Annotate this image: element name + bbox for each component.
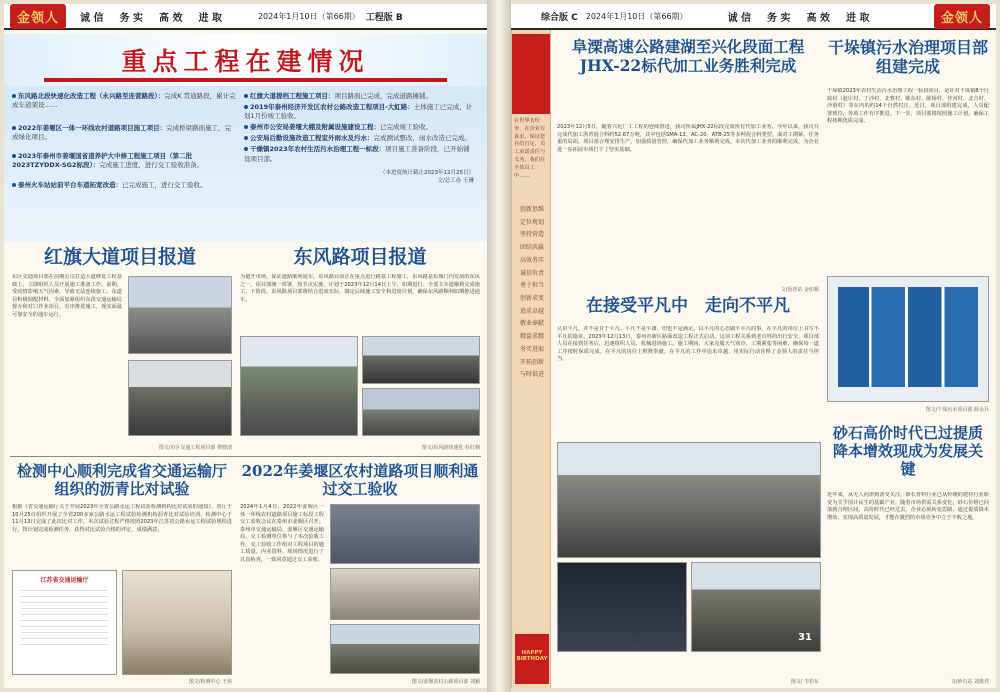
bullet-item: 2019年泰州经济开发区农村公路改造工程项目-大虹路：土体施工已完成，计划1月份竣工验收。: [244, 103, 473, 121]
article-pingfan: 认识平凡，并不是甘于平凡。平凡不是平庸，但也不是满足，以平凡的心态做不平凡的事，在平凡的岗位上书写不平凡的篇章。2023年12月13日，泰州市新区路面改造工程正式启动，这项工程关系到老百姓的出行安全。项目部人员在接到任务后，迅速组织人员、机械进场施工。施工期间，大家克服天气寒冷、工期紧张等困难，确保每一道工序按时保质完成。在平凡的岗位上默默奉献，在平凡的工作中追求卓越，用实际行动诠释了金领人的责任与担当。: [557, 326, 819, 363]
headline-ganduo: 干垛镇污水治理项目部组建完成: [827, 38, 988, 77]
bullet-item: 东风路北段快速化改造工程（永兴路至连营路段）：完成K 贯通路段，累计完成车道架设……: [12, 92, 236, 110]
side-slogan: 追求卓越: [519, 307, 544, 315]
article-hongqi: 东区交通项目部在前期公司打造大道修复工程基础上，立即组织人员开展施工准备工作。前期，受疫情影响天气因素，导致无法连续施工。东道目积极调配材料，全面加紧组织东段交通运输局督办和对口作业项目，有序推进施工，现实面最可靠安全的通车运行。: [12, 274, 122, 318]
motto-item: 诚 信: [727, 12, 752, 24]
side-slogan: 勇于担当: [519, 282, 544, 290]
motto-item: 务 实: [767, 12, 791, 24]
side-slogan: 坚持营造: [519, 231, 544, 239]
caption-jiangyan: 图文/姜堰农村公路项目部 刘颖: [411, 679, 480, 685]
side-slogan: 务实进取: [519, 345, 544, 353]
motto: [80, 9, 222, 24]
bullet-item: 泰州市公安局姜堰大棚及附属设施建设工程：已完成竣工验收。: [244, 123, 474, 132]
photo-ganduo-board: [827, 276, 989, 402]
certificate-body: [21, 590, 108, 650]
left-page: [4, 4, 487, 688]
photo-dongfeng-1: [240, 336, 358, 436]
article-jiance: 根据《省交通运输厅关于开展2023年全省公路水运工程试验检测机构比对试验的通知》，省厅于10月25日组织开展了全省200多家公路水运工程试验检测机构沥青比对试验培训。检测中心于11月13日完成了此次比对工作。本次试验过程严格按照2023年江苏省公路水运工程试验规程进行，按计划完成检测任务，获得对比试验合格的评定，成绩满意。: [12, 504, 232, 533]
right-masthead: [511, 4, 996, 30]
side-header-block: [512, 34, 550, 114]
side-slogan: 开拓创新: [519, 358, 544, 366]
headline-hongqi: 红旗大道项目报道: [43, 246, 196, 268]
article-jiangyan: 2024年1月4日，2022年姜堰区一体一环线农村道路项目施工标段工程交工验收会议在泰州市姜堰区召开。泰州市交通运输局、姜堰区交通运输局、交工检测单位参与了本次验收工作。交工验收工作组对工程项目的施工质量、内业资料、现场情况进行了认真检查，一致同意通过交工验收。: [240, 504, 324, 563]
motto-item: 进 取: [846, 12, 870, 24]
motto-item: 高 效: [158, 12, 183, 24]
headline-dongfeng: 东风路项目报道: [293, 246, 427, 268]
side-slogan: 定位规划: [519, 218, 544, 226]
caption-jiance: 图文/检测中心 王伟: [188, 679, 232, 685]
banner-title: 重点工程在建情况: [121, 47, 370, 76]
headline-jiangyan: 2022年姜堰区农村道路项目顺利通过交工验收: [241, 462, 479, 498]
photo-date-badge: 31: [798, 632, 812, 643]
bullet-item: 公安局后勤设施改造工程室外雨水及污水：完成测试整改，雨水改造已完成。: [244, 134, 474, 143]
caption-hongqi: 图文/市区交通工程项目部 费晓清: [158, 445, 232, 451]
headline-jiance: 检测中心顺利完成省交通运输厅组织的沥青比对试验: [16, 462, 227, 498]
article-ganduo: 干垛镇2023年农村生活污水治理工程一标段项目，是针对干垛镇8个行政村（赵庄村、丁沙村、北曹村、陈东村、陈杨村、佳河村、北吉村、沙港村）等在内的约14个自然村庄。近日，项目部组建完成，人员配置到位，各项工作有序推进。下一步，项目部将按照施工计划，确保工程按期优质完成。: [827, 88, 989, 125]
logo: 金领人: [934, 4, 990, 29]
caption-pingfan: 图文/ 李若东: [790, 679, 819, 685]
left-masthead: [4, 4, 487, 30]
bullet-item: 干燥镇2023年农村生活污水治理工程一标段：项目施工准备阶段，已开始铺设项目部。: [244, 145, 470, 163]
bullet-item: 红旗大道提档工程施工项目：项目路面已完成，完成道路摊铺。: [244, 92, 474, 101]
issue-date: 2024年1月10日（第66期）: [257, 11, 360, 21]
banner-source: 文/总工办 王琳: [437, 177, 474, 184]
photo-night-work: [557, 562, 687, 652]
photo-dongfeng-2: [362, 336, 480, 384]
bullets-right: [244, 92, 474, 184]
source-fulu: 文/沥青站 金如顺: [780, 287, 819, 293]
photo-jiance-lab: [122, 570, 232, 675]
photo-hongqi-2: [128, 360, 232, 436]
side-slogan: 创新思维: [519, 206, 544, 213]
photo-jiangyan-2: [330, 568, 480, 620]
photo-hongqi-1: [128, 276, 232, 354]
motto-item: 进 取: [198, 12, 222, 24]
side-slogan: 敬业奉献: [519, 320, 544, 328]
source-shashi: 文/砂石站 刘惠君: [950, 679, 989, 685]
article-pingfan-end: [557, 656, 819, 678]
logo: 金领人: [10, 4, 66, 29]
side-slogan: 诚信负责: [519, 269, 544, 277]
side-slogan: 团结共赢: [519, 244, 544, 252]
motto-item: 高 效: [806, 12, 831, 24]
photo-jiangyan-1: [330, 504, 480, 564]
article-fulu: 2023年12月5日，随着兴化厂工工程的连续推进，我司所属JHX-22标段完成所有代加工业务，今年以来，我司共完成代加工沥青混合料约52.67万吨，其中包括SMA-13、AC-20、ATB-25等多种混合料类型。面对工期紧、任务重的局面，项目部合理安排生产，加强质量管控，确保代加工业务顺利完成。本次代加工业务的顺利完成，为企业进一步拓展市场打下了坚实基础。: [557, 124, 819, 153]
bullet-item: 2023年泰州市姜堰国省道养护大中修工程施工项目（第二批 2023TZYDDX-SG2标段）：完成施工进度，进行交工验收准备。: [12, 152, 204, 170]
bullets-left: [12, 92, 237, 192]
caption-ganduo: 图文/干垛污水项目部 薛永兵: [925, 407, 989, 413]
headline-pingfan: 在接受平凡中 走向不平凡: [586, 296, 790, 316]
center-fold: [487, 0, 511, 692]
right-page: [511, 4, 996, 688]
edition-label: 综合版 C: [541, 12, 578, 23]
progress-banner: [4, 34, 487, 242]
banner-header: [4, 34, 487, 86]
happy-birthday-card: HAPPY BIRTHDAY: [515, 634, 549, 684]
headline-shashi: 砂石高价时代已过提质降本增效现成为发展关键: [832, 424, 983, 478]
issue-date: 2024年1月10日（第66期）: [585, 11, 688, 21]
article-shashi: 近年来，从无人问津到备受关注，砂石骨料行业已从传统的建材行业转变为关乎国计民生的基础产业。随着市场供需关系变化，砂石价格已回落到合理区间。高价时代已经过去，企业必须转变思路，通过提质降本增效，实现高质量发展，才能在激烈的市场竞争中立于不败之地。: [827, 492, 989, 521]
certificate-title: 江苏省交通运输厅: [40, 577, 89, 584]
edition-label: 工程版 B: [365, 12, 403, 23]
side-slogan: 精益求精: [519, 333, 544, 341]
side-slogan: 创新求变: [519, 295, 544, 303]
ganduo-board-panels: [838, 287, 978, 387]
side-column: [511, 30, 551, 688]
side-slogan: 与时俱进: [519, 371, 544, 379]
side-intro: 在世界有纷争，在企业有诉求，保证您自给自足，员工承诺责任与义务，我们在全体员工中……: [514, 118, 546, 179]
photo-roller: [691, 562, 821, 652]
bullet-item: 2022年姜堰区一体一环线农村道路项目施工项目：完成桥梁路面施工，完成绿化项目。: [12, 124, 232, 142]
caption-dongfeng: 图文/东风路快速化 杜红枫: [421, 445, 480, 451]
photo-road-paving: [557, 442, 821, 558]
article-dongfeng: 为避开市场，保证道路顺利通车，东风路目前正在重点进行路基工程施工，东风路是东城门内发展的东风之一。项目部统一部署，按节点实施，计划于2023年12月14日上午，如期进行。全部主车道顺利完成施工。下阶段，东风路项目部将结合进度实际，制定后续施工安全和进度计划，确保东风路顺利如期推进通车。: [240, 274, 480, 303]
headline-fulu: 阜溧高速公路建湖至兴化段面工程JHX-22标代加工业务胜利完成: [571, 37, 805, 75]
banner-note: （本进度统计截止2023年12月25日）: [380, 169, 474, 176]
bullet-item: 泰州火车站站前平台车道拓宽改造：已完成施工，进行交工验收。: [12, 181, 237, 190]
certificate-image: [12, 570, 117, 675]
side-slogan: 高效务实: [519, 256, 544, 264]
motto-item: 诚 信: [80, 12, 104, 24]
photo-dongfeng-3: [362, 388, 480, 436]
motto-item: 务 实: [119, 12, 143, 24]
banner-rule: [44, 78, 447, 82]
divider: [10, 456, 481, 457]
photo-jiangyan-3: [330, 624, 480, 674]
side-slogans: [515, 204, 549, 382]
motto: [728, 9, 870, 24]
